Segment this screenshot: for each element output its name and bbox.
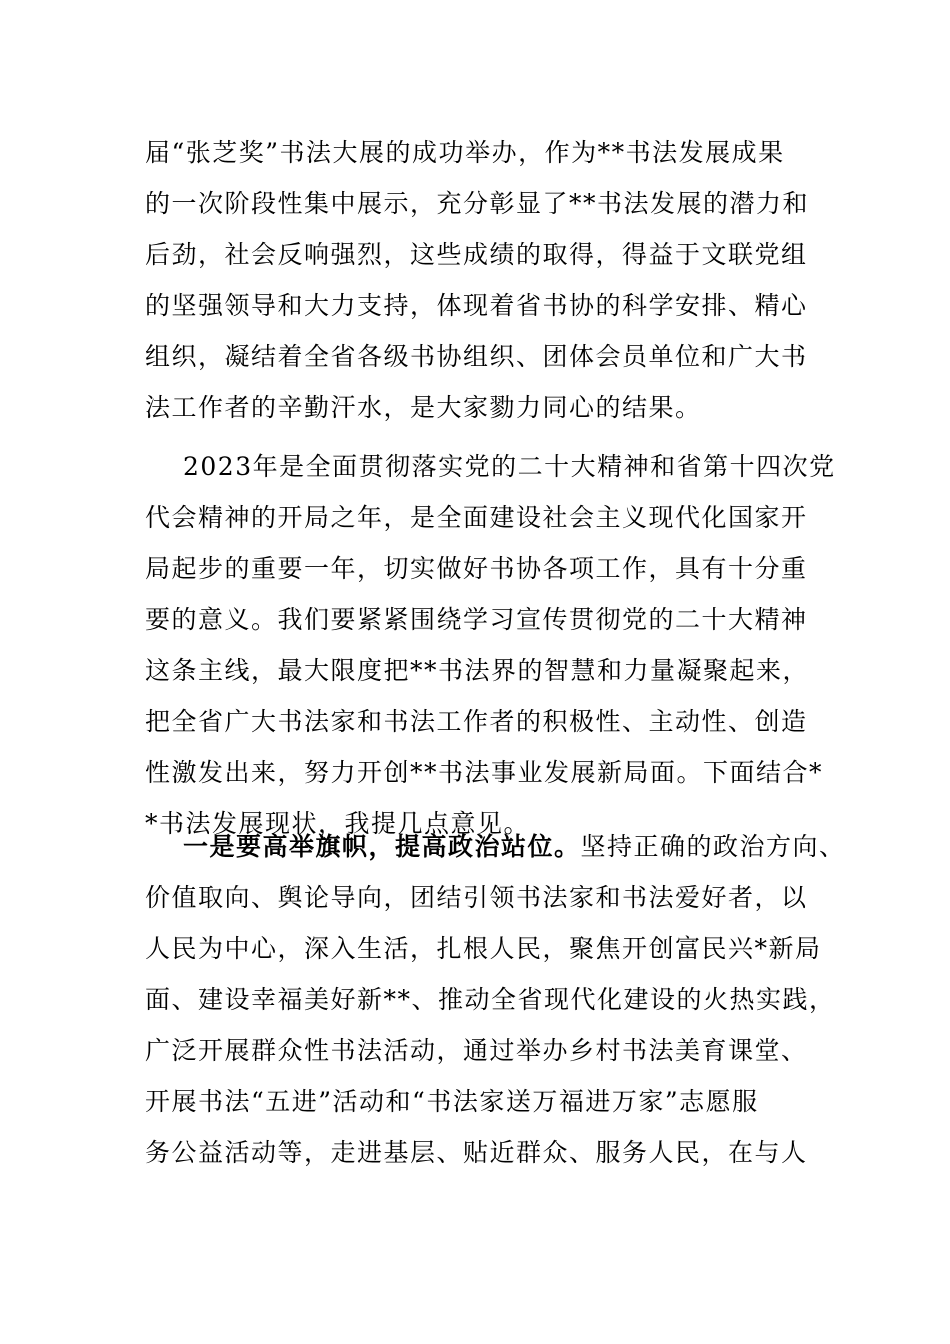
bold-heading: 一是要高举旗帜，提高政治站位。: [183, 832, 581, 861]
text-line: 的坚强领导和大力支持，体现着省书协的科学安排、精心: [145, 291, 808, 320]
text-line: 局起步的重要一年，切实做好书协各项工作，具有十分重: [145, 554, 808, 583]
text-line: 务公益活动等，走进基层、贴近群众、服务人民，在与人: [145, 1138, 808, 1167]
text-line: 届“张芝奖”书法大展的成功举办，作为**书法发展成果: [145, 138, 785, 167]
text-line: 代会精神的开局之年，是全面建设社会主义现代化国家开: [145, 503, 808, 532]
text-line: 法工作者的辛勤汗水，是大家勠力同心的结果。: [145, 393, 702, 422]
lead-text: 坚持正确的政治方向、: [580, 832, 846, 861]
paragraph-3: [145, 821, 846, 1178]
text-line: 广泛开展群众性书法活动，通过举办乡村书法美育课堂、: [145, 1036, 808, 1065]
text-line-lead: [145, 821, 846, 872]
text-line: 面、建设幸福美好新**、推动全省现代化建设的火热实践，: [145, 985, 836, 1014]
text-line: 这条主线，最大限度把**书法界的智慧和力量凝聚起来，: [145, 656, 810, 685]
text-line: 价值取向、舆论导向，团结引领书法家和书法爱好者，以: [145, 883, 808, 912]
text-line: 后劲，社会反响强烈，这些成绩的取得，得益于文联党组: [145, 240, 808, 269]
text-line: 性激发出来，努力开创**书法事业发展新局面。下面结合*: [145, 758, 824, 787]
text-line: 2023年是全面贯彻落实党的二十大精神和省第十四次党: [183, 452, 836, 481]
text-line: 的一次阶段性集中展示，充分彰显了**书法发展的潜力和: [145, 189, 810, 218]
text-line: 人民为中心，深入生活，扎根人民，聚焦开创富民兴*新局: [145, 934, 822, 963]
paragraph-1: [145, 127, 810, 433]
text-line: *书法发展现状，我提几点意见。: [145, 809, 531, 838]
text-line: 开展书法“五进”活动和“书法家送万福进万家”志愿服: [145, 1087, 759, 1116]
text-line: 要的意义。我们要紧紧围绕学习宣传贯彻党的二十大精神: [145, 605, 808, 634]
text-line: 组织，凝结着全省各级书协组织、团体会员单位和广大书: [145, 342, 808, 371]
text-line: 把全省广大书法家和书法工作者的积极性、主动性、创造: [145, 707, 808, 736]
